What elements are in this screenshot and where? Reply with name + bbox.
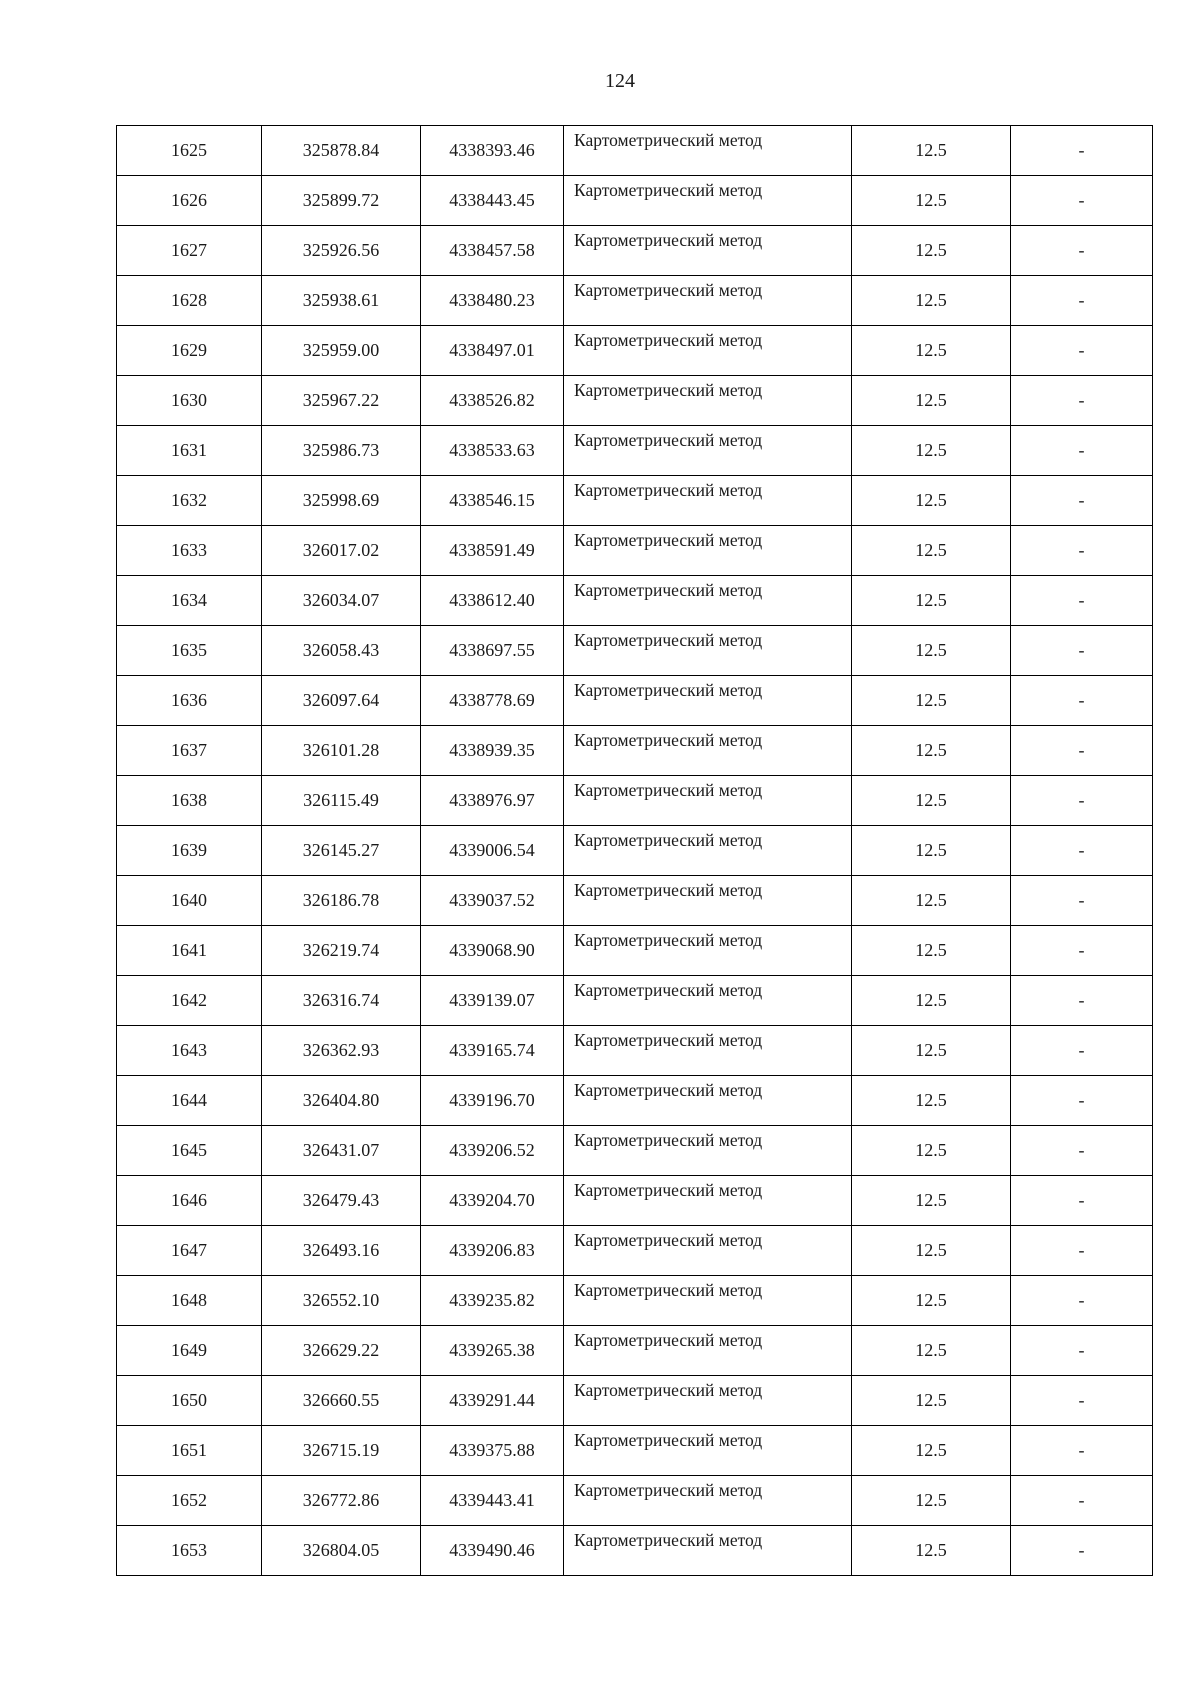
- point-number-cell: 1650: [117, 1376, 262, 1426]
- y-coordinate-cell: 4338939.35: [421, 726, 564, 776]
- table-row: [117, 1426, 1153, 1476]
- point-number-cell: 1651: [117, 1426, 262, 1476]
- table-row: [117, 726, 1153, 776]
- y-coordinate-cell: 4338443.45: [421, 176, 564, 226]
- accuracy-cell: 12.5: [852, 426, 1011, 476]
- accuracy-cell: 12.5: [852, 176, 1011, 226]
- table-row: [117, 1126, 1153, 1176]
- note-cell: -: [1011, 1376, 1153, 1426]
- note-cell: -: [1011, 1076, 1153, 1126]
- method-cell: Картометрический метод: [564, 176, 852, 226]
- method-cell: Картометрический метод: [564, 1426, 852, 1476]
- x-coordinate-cell: 326058.43: [262, 626, 421, 676]
- point-number-cell: 1638: [117, 776, 262, 826]
- x-coordinate-cell: 326101.28: [262, 726, 421, 776]
- table-row: [117, 326, 1153, 376]
- accuracy-cell: 12.5: [852, 1326, 1011, 1376]
- method-cell: Картометрический метод: [564, 226, 852, 276]
- y-coordinate-cell: 4339006.54: [421, 826, 564, 876]
- note-cell: -: [1011, 1476, 1153, 1526]
- point-number-cell: 1652: [117, 1476, 262, 1526]
- point-number-cell: 1648: [117, 1276, 262, 1326]
- point-number-cell: 1625: [117, 126, 262, 176]
- page-number: 124: [605, 70, 635, 92]
- method-cell: Картометрический метод: [564, 776, 852, 826]
- y-coordinate-cell: 4339375.88: [421, 1426, 564, 1476]
- x-coordinate-cell: 326115.49: [262, 776, 421, 826]
- table-row: [117, 1376, 1153, 1426]
- point-number-cell: 1633: [117, 526, 262, 576]
- note-cell: -: [1011, 176, 1153, 226]
- note-cell: -: [1011, 276, 1153, 326]
- point-number-cell: 1628: [117, 276, 262, 326]
- method-cell: Картометрический метод: [564, 1126, 852, 1176]
- table-row: [117, 1526, 1153, 1576]
- method-cell: Картометрический метод: [564, 426, 852, 476]
- x-coordinate-cell: 326431.07: [262, 1126, 421, 1176]
- x-coordinate-cell: 325926.56: [262, 226, 421, 276]
- accuracy-cell: 12.5: [852, 1476, 1011, 1526]
- table-row: [117, 626, 1153, 676]
- point-number-cell: 1631: [117, 426, 262, 476]
- table-row: [117, 1226, 1153, 1276]
- table-row: [117, 526, 1153, 576]
- accuracy-cell: 12.5: [852, 1076, 1011, 1126]
- y-coordinate-cell: 4338393.46: [421, 126, 564, 176]
- y-coordinate-cell: 4339490.46: [421, 1526, 564, 1576]
- table-row: [117, 1476, 1153, 1526]
- x-coordinate-cell: 326772.86: [262, 1476, 421, 1526]
- accuracy-cell: 12.5: [852, 1526, 1011, 1576]
- x-coordinate-cell: 326804.05: [262, 1526, 421, 1576]
- point-number-cell: 1646: [117, 1176, 262, 1226]
- note-cell: -: [1011, 776, 1153, 826]
- table-row: [117, 226, 1153, 276]
- y-coordinate-cell: 4339204.70: [421, 1176, 564, 1226]
- y-coordinate-cell: 4339206.83: [421, 1226, 564, 1276]
- note-cell: -: [1011, 726, 1153, 776]
- y-coordinate-cell: 4338976.97: [421, 776, 564, 826]
- accuracy-cell: 12.5: [852, 1176, 1011, 1226]
- table-row: [117, 826, 1153, 876]
- note-cell: -: [1011, 1226, 1153, 1276]
- note-cell: -: [1011, 126, 1153, 176]
- point-number-cell: 1644: [117, 1076, 262, 1126]
- method-cell: Картометрический метод: [564, 826, 852, 876]
- table-row: [117, 476, 1153, 526]
- x-coordinate-cell: 326629.22: [262, 1326, 421, 1376]
- table-row: [117, 776, 1153, 826]
- y-coordinate-cell: 4338457.58: [421, 226, 564, 276]
- point-number-cell: 1627: [117, 226, 262, 276]
- accuracy-cell: 12.5: [852, 376, 1011, 426]
- table-row: [117, 126, 1153, 176]
- x-coordinate-cell: 326493.16: [262, 1226, 421, 1276]
- note-cell: -: [1011, 326, 1153, 376]
- point-number-cell: 1649: [117, 1326, 262, 1376]
- x-coordinate-cell: 326186.78: [262, 876, 421, 926]
- y-coordinate-cell: 4338497.01: [421, 326, 564, 376]
- method-cell: Картометрический метод: [564, 676, 852, 726]
- accuracy-cell: 12.5: [852, 326, 1011, 376]
- note-cell: -: [1011, 976, 1153, 1026]
- table-row: [117, 876, 1153, 926]
- y-coordinate-cell: 4339235.82: [421, 1276, 564, 1326]
- table-row: [117, 1326, 1153, 1376]
- note-cell: -: [1011, 1026, 1153, 1076]
- coordinates-table: [116, 125, 1153, 1576]
- note-cell: -: [1011, 526, 1153, 576]
- note-cell: -: [1011, 1276, 1153, 1326]
- accuracy-cell: 12.5: [852, 526, 1011, 576]
- method-cell: Картометрический метод: [564, 1226, 852, 1276]
- note-cell: -: [1011, 576, 1153, 626]
- method-cell: Картометрический метод: [564, 126, 852, 176]
- note-cell: -: [1011, 476, 1153, 526]
- accuracy-cell: 12.5: [852, 1376, 1011, 1426]
- accuracy-cell: 12.5: [852, 1226, 1011, 1276]
- method-cell: Картометрический метод: [564, 1276, 852, 1326]
- accuracy-cell: 12.5: [852, 476, 1011, 526]
- x-coordinate-cell: 326552.10: [262, 1276, 421, 1326]
- point-number-cell: 1653: [117, 1526, 262, 1576]
- y-coordinate-cell: 4338546.15: [421, 476, 564, 526]
- note-cell: -: [1011, 626, 1153, 676]
- x-coordinate-cell: 326034.07: [262, 576, 421, 626]
- accuracy-cell: 12.5: [852, 1426, 1011, 1476]
- method-cell: Картометрический метод: [564, 1526, 852, 1576]
- note-cell: -: [1011, 1176, 1153, 1226]
- x-coordinate-cell: 326404.80: [262, 1076, 421, 1126]
- table-row: [117, 426, 1153, 476]
- x-coordinate-cell: 325938.61: [262, 276, 421, 326]
- x-coordinate-cell: 326715.19: [262, 1426, 421, 1476]
- method-cell: Картометрический метод: [564, 1176, 852, 1226]
- point-number-cell: 1626: [117, 176, 262, 226]
- point-number-cell: 1645: [117, 1126, 262, 1176]
- note-cell: -: [1011, 1326, 1153, 1376]
- method-cell: Картометрический метод: [564, 976, 852, 1026]
- note-cell: -: [1011, 676, 1153, 726]
- y-coordinate-cell: 4338697.55: [421, 626, 564, 676]
- point-number-cell: 1630: [117, 376, 262, 426]
- method-cell: Картометрический метод: [564, 926, 852, 976]
- y-coordinate-cell: 4338591.49: [421, 526, 564, 576]
- y-coordinate-cell: 4339068.90: [421, 926, 564, 976]
- accuracy-cell: 12.5: [852, 976, 1011, 1026]
- point-number-cell: 1637: [117, 726, 262, 776]
- table-row: [117, 576, 1153, 626]
- method-cell: Картометрический метод: [564, 526, 852, 576]
- y-coordinate-cell: 4338778.69: [421, 676, 564, 726]
- x-coordinate-cell: 326362.93: [262, 1026, 421, 1076]
- note-cell: -: [1011, 1426, 1153, 1476]
- accuracy-cell: 12.5: [852, 876, 1011, 926]
- x-coordinate-cell: 325959.00: [262, 326, 421, 376]
- x-coordinate-cell: 326017.02: [262, 526, 421, 576]
- note-cell: -: [1011, 376, 1153, 426]
- point-number-cell: 1639: [117, 826, 262, 876]
- accuracy-cell: 12.5: [852, 576, 1011, 626]
- y-coordinate-cell: 4338480.23: [421, 276, 564, 326]
- table-row: [117, 1276, 1153, 1326]
- point-number-cell: 1641: [117, 926, 262, 976]
- table-row: [117, 676, 1153, 726]
- x-coordinate-cell: 326479.43: [262, 1176, 421, 1226]
- method-cell: Картометрический метод: [564, 1076, 852, 1126]
- method-cell: Картометрический метод: [564, 476, 852, 526]
- point-number-cell: 1635: [117, 626, 262, 676]
- y-coordinate-cell: 4339037.52: [421, 876, 564, 926]
- x-coordinate-cell: 326660.55: [262, 1376, 421, 1426]
- point-number-cell: 1642: [117, 976, 262, 1026]
- x-coordinate-cell: 326145.27: [262, 826, 421, 876]
- y-coordinate-cell: 4339206.52: [421, 1126, 564, 1176]
- table-row: [117, 1026, 1153, 1076]
- x-coordinate-cell: 326316.74: [262, 976, 421, 1026]
- table-row: [117, 376, 1153, 426]
- table-row: [117, 176, 1153, 226]
- accuracy-cell: 12.5: [852, 126, 1011, 176]
- y-coordinate-cell: 4339443.41: [421, 1476, 564, 1526]
- table-row: [117, 1076, 1153, 1126]
- note-cell: -: [1011, 426, 1153, 476]
- y-coordinate-cell: 4339265.38: [421, 1326, 564, 1376]
- method-cell: Картометрический метод: [564, 326, 852, 376]
- table-row: [117, 1176, 1153, 1226]
- method-cell: Картометрический метод: [564, 376, 852, 426]
- method-cell: Картометрический метод: [564, 876, 852, 926]
- x-coordinate-cell: 326219.74: [262, 926, 421, 976]
- note-cell: -: [1011, 226, 1153, 276]
- note-cell: -: [1011, 826, 1153, 876]
- note-cell: -: [1011, 1526, 1153, 1576]
- x-coordinate-cell: 325998.69: [262, 476, 421, 526]
- method-cell: Картометрический метод: [564, 1476, 852, 1526]
- accuracy-cell: 12.5: [852, 276, 1011, 326]
- accuracy-cell: 12.5: [852, 826, 1011, 876]
- note-cell: -: [1011, 1126, 1153, 1176]
- method-cell: Картометрический метод: [564, 1376, 852, 1426]
- note-cell: -: [1011, 876, 1153, 926]
- y-coordinate-cell: 4339139.07: [421, 976, 564, 1026]
- point-number-cell: 1636: [117, 676, 262, 726]
- accuracy-cell: 12.5: [852, 676, 1011, 726]
- y-coordinate-cell: 4338533.63: [421, 426, 564, 476]
- table-row: [117, 276, 1153, 326]
- point-number-cell: 1632: [117, 476, 262, 526]
- method-cell: Картометрический метод: [564, 1326, 852, 1376]
- y-coordinate-cell: 4339291.44: [421, 1376, 564, 1426]
- table-row: [117, 926, 1153, 976]
- point-number-cell: 1634: [117, 576, 262, 626]
- y-coordinate-cell: 4339165.74: [421, 1026, 564, 1076]
- y-coordinate-cell: 4338612.40: [421, 576, 564, 626]
- accuracy-cell: 12.5: [852, 1026, 1011, 1076]
- accuracy-cell: 12.5: [852, 726, 1011, 776]
- method-cell: Картометрический метод: [564, 576, 852, 626]
- accuracy-cell: 12.5: [852, 1276, 1011, 1326]
- accuracy-cell: 12.5: [852, 226, 1011, 276]
- y-coordinate-cell: 4338526.82: [421, 376, 564, 426]
- accuracy-cell: 12.5: [852, 926, 1011, 976]
- method-cell: Картометрический метод: [564, 1026, 852, 1076]
- y-coordinate-cell: 4339196.70: [421, 1076, 564, 1126]
- point-number-cell: 1643: [117, 1026, 262, 1076]
- method-cell: Картометрический метод: [564, 276, 852, 326]
- x-coordinate-cell: 325899.72: [262, 176, 421, 226]
- method-cell: Картометрический метод: [564, 626, 852, 676]
- accuracy-cell: 12.5: [852, 776, 1011, 826]
- accuracy-cell: 12.5: [852, 1126, 1011, 1176]
- method-cell: Картометрический метод: [564, 726, 852, 776]
- table-row: [117, 976, 1153, 1026]
- x-coordinate-cell: 325967.22: [262, 376, 421, 426]
- x-coordinate-cell: 325878.84: [262, 126, 421, 176]
- point-number-cell: 1640: [117, 876, 262, 926]
- table-body: [117, 126, 1153, 1576]
- x-coordinate-cell: 326097.64: [262, 676, 421, 726]
- accuracy-cell: 12.5: [852, 626, 1011, 676]
- point-number-cell: 1647: [117, 1226, 262, 1276]
- note-cell: -: [1011, 926, 1153, 976]
- x-coordinate-cell: 325986.73: [262, 426, 421, 476]
- point-number-cell: 1629: [117, 326, 262, 376]
